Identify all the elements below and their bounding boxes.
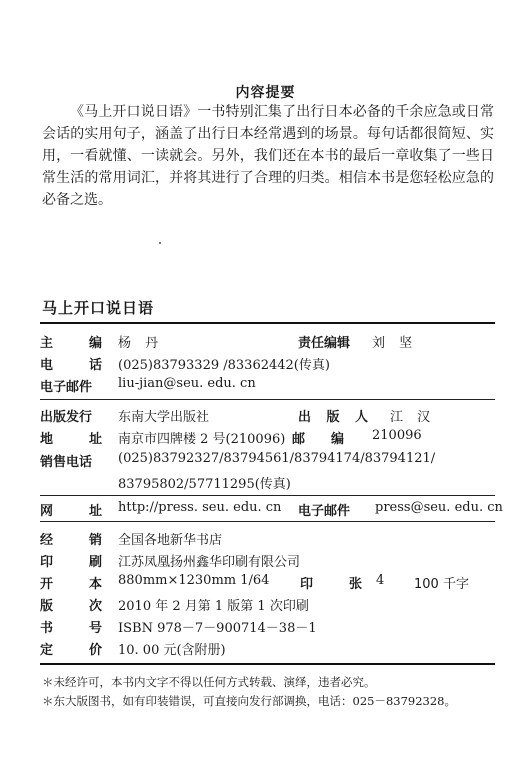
summary-text: [42, 101, 494, 211]
distributor-label: 经 销: [40, 533, 102, 548]
resp-editor-label: 责任编辑: [298, 336, 351, 351]
publisher-label: 出版发行: [40, 410, 93, 425]
price-label: 定 价: [40, 643, 102, 658]
format-value: 880mm×1230mm 1/64: [118, 573, 270, 588]
word-count: 100 千字: [414, 577, 469, 592]
row-editor-email: [40, 376, 495, 398]
row-price: [40, 639, 495, 661]
website-label: 网 址: [40, 504, 102, 519]
press-email-value: press@seu. edu. cn: [375, 500, 503, 515]
printer-value: 江苏凤凰扬州鑫华印刷有限公司: [118, 555, 301, 570]
rule-3: [40, 521, 495, 522]
editor-value: 杨 丹: [118, 336, 164, 351]
editor-email-value: liu-jian@seu. edu. cn: [118, 376, 256, 391]
rule-bottom: [40, 663, 495, 665]
resp-editor-value: 刘 坚: [372, 336, 418, 351]
note-copyright: ＊未经许可，本书内文字不得以任何方式转载、演绎，违者必究。: [42, 675, 376, 689]
row-printer: [40, 551, 495, 573]
sales-phone-label: 销售电话: [40, 455, 93, 470]
publisher-value: 东南大学出版社: [118, 410, 210, 425]
note-replacement: ＊东大版图书，如有印装错误，可直接向发行部调换，电话：025－83792328。: [42, 694, 456, 708]
publisher-person-value: 江 汉: [390, 410, 436, 425]
row-address: [40, 428, 495, 450]
postcode-value: 210096: [372, 428, 422, 443]
row-isbn: [40, 617, 495, 639]
address-label: 地 址: [40, 432, 102, 447]
row-editors: [40, 332, 495, 354]
postcode-label: 邮 编: [292, 432, 344, 447]
notes: [42, 673, 502, 711]
editor-email-label: 电子邮件: [40, 380, 93, 395]
summary-paragraph: 《马上开口说日语》一书特别汇集了出行日本必备的千余应急或日常会话的实用句子，涵盖了出行日本经常遇到的场景。每句话都很简短、实用，一看就懂、一读就会。另外，我们还在本书的最后一章收集了一些日常生活的常用词汇，并将其进行了合理的归类。相信本书是您轻松应急的必备之选。: [42, 104, 494, 208]
edition-label: 版 次: [40, 599, 102, 614]
row-edition: [40, 595, 495, 617]
sheets-label: 印 张: [300, 577, 362, 592]
book-title: 马上开口说日语: [42, 299, 155, 317]
sales-phone-value: (025)83792327/83794561/83794174/83794121/: [118, 451, 436, 466]
editor-label: 主 编: [40, 336, 102, 351]
summary-heading: 内容提要: [235, 85, 296, 101]
press-email-label: 电子邮件: [298, 504, 351, 519]
rule-1: [40, 399, 495, 400]
isbn-value: ISBN 978－7－900714－38－1: [118, 621, 317, 636]
rule-top: [40, 322, 495, 324]
price-value: 10. 00 元(含附册): [118, 643, 226, 658]
format-label: 开 本: [40, 577, 102, 592]
address-value: 南京市四牌楼 2 号(210096): [118, 432, 286, 447]
row-sales-phone: [40, 451, 495, 473]
row-distributor: [40, 529, 495, 551]
distributor-value: 全国各地新华书店: [118, 533, 223, 548]
website-value: http://press. seu. edu. cn: [118, 500, 282, 515]
row-sales-phone-cont: [40, 473, 495, 495]
publisher-person-label: 出 版 人: [298, 410, 368, 425]
row-phone: [40, 354, 495, 376]
rule-2: [40, 495, 495, 496]
phone-value: (025)83793329 /83362442(传真): [118, 358, 330, 373]
row-publisher: [40, 406, 495, 428]
printer-label: 印 刷: [40, 555, 102, 570]
row-website: [40, 500, 503, 522]
sales-phone-value-cont: 83795802/57711295(传真): [118, 477, 291, 492]
edition-value: 2010 年 2 月第 1 版第 1 次印刷: [118, 599, 309, 614]
row-format: [40, 573, 495, 595]
phone-label: 电 话: [40, 358, 102, 373]
stray-dot: [159, 242, 161, 244]
isbn-label: 书 号: [40, 621, 102, 636]
sheets-value: 4: [376, 573, 385, 588]
